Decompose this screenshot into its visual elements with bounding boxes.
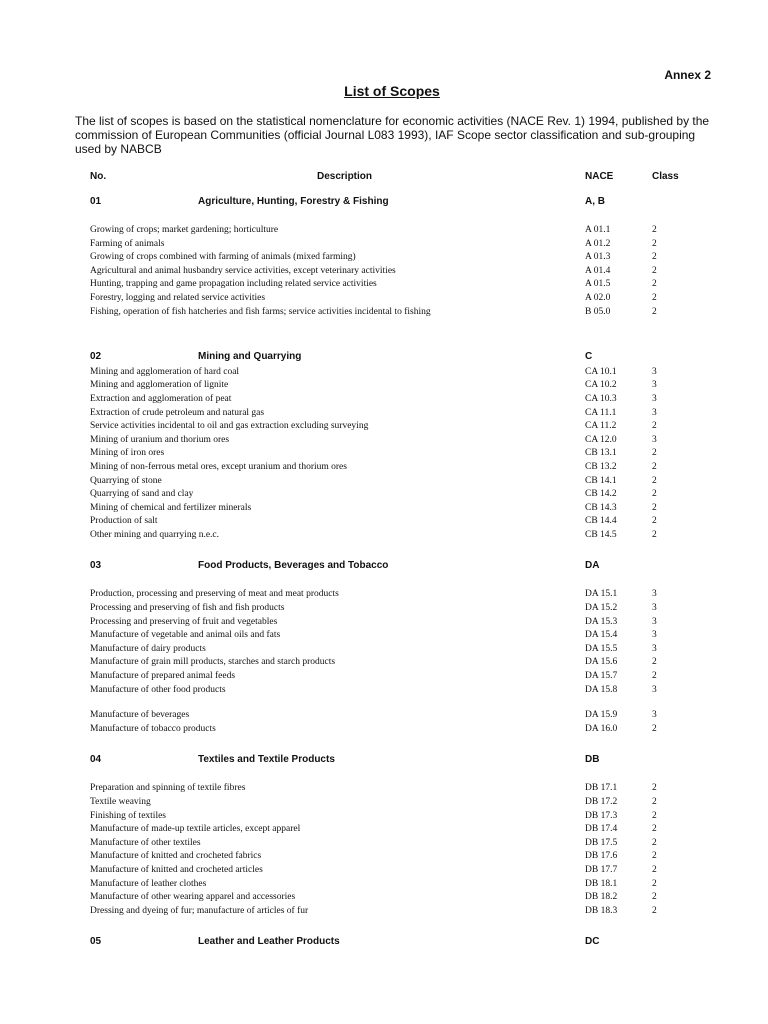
row-description: Manufacture of beverages	[90, 710, 190, 721]
row-class: 2	[652, 252, 657, 263]
row-class: 2	[652, 421, 657, 432]
section-nace-code: DC	[585, 936, 600, 948]
table-row	[0, 515, 768, 529]
row-nace: DA 15.7	[585, 671, 618, 682]
section-nace-code: DB	[585, 754, 600, 766]
row-class: 2	[652, 810, 657, 821]
row-description: Manufacture of other textiles	[90, 837, 201, 848]
scope-section	[0, 196, 768, 333]
header-no: No.	[90, 171, 107, 182]
row-class: 2	[652, 892, 657, 903]
row-description: Dressing and dyeing of fur; manufacture of articles of fur	[90, 905, 309, 916]
section-header	[0, 936, 768, 950]
table-row	[0, 488, 768, 502]
table-row	[0, 684, 768, 698]
row-description: Manufacture of made-up textile articles, except apparel	[90, 824, 301, 835]
row-nace: DB 17.1	[585, 783, 618, 794]
scope-section	[0, 754, 768, 918]
row-description: Farming of animals	[90, 238, 165, 249]
row-description: Manufacture of other wearing apparel and accessories	[90, 892, 296, 903]
table-row	[0, 407, 768, 421]
table-row	[0, 379, 768, 393]
scope-section	[0, 351, 768, 543]
row-nace: CA 11.1	[585, 407, 617, 418]
row-nace: DB 17.2	[585, 797, 618, 807]
row-class: 2	[652, 837, 657, 848]
row-nace: A 01.2	[585, 238, 611, 249]
row-nace: DA 15.9	[585, 710, 618, 721]
row-class: 2	[652, 238, 657, 249]
table-row	[0, 306, 768, 333]
row-class: 2	[652, 783, 657, 794]
row-nace: CB 14.2	[585, 489, 617, 500]
row-description: Extraction of crude petroleum and natural gas	[90, 407, 265, 418]
section-title: Agriculture, Hunting, Forestry & Fishing	[198, 196, 389, 207]
row-description: Preparation and spinning of textile fibres	[90, 783, 246, 794]
row-class: 2	[652, 723, 657, 734]
row-description: Quarrying of sand and clay	[90, 489, 194, 500]
row-nace: DB 17.7	[585, 864, 618, 875]
row-nace: DA 15.2	[585, 603, 618, 614]
row-description: Mining of iron ores	[90, 448, 165, 459]
row-class: 2	[652, 475, 657, 486]
row-nace: DB 17.5	[585, 837, 618, 848]
row-description: Manufacture of knitted and crocheted articles	[90, 864, 263, 875]
table-row	[0, 723, 768, 737]
row-nace: DA 15.6	[585, 657, 618, 668]
section-nace-code: A, B	[585, 196, 605, 207]
row-class: 2	[652, 878, 657, 889]
table-row	[0, 588, 768, 602]
table-row	[0, 837, 768, 851]
row-nace: CB 14.4	[585, 516, 617, 527]
section-nace-code: C	[585, 350, 593, 362]
row-nace: DB 17.4	[585, 824, 618, 835]
table-row	[0, 447, 768, 461]
table-row	[0, 823, 768, 837]
section-header	[0, 351, 768, 365]
row-class: 3	[652, 380, 657, 391]
row-nace: CA 10.3	[585, 393, 617, 404]
table-row	[0, 602, 768, 616]
table-row	[0, 782, 768, 796]
row-nace: CB 14.5	[585, 529, 617, 540]
row-nace: DA 15.8	[585, 684, 618, 695]
row-description: Manufacture of tobacco products	[90, 723, 216, 734]
row-description: Mining of chemical and fertilizer minerals	[90, 502, 252, 513]
table-row	[0, 629, 768, 643]
row-nace: DA 15.4	[585, 630, 618, 641]
row-nace: A 01.5	[585, 279, 611, 290]
row-nace: CA 10.1	[585, 366, 617, 377]
row-nace: CA 11.2	[585, 421, 617, 432]
row-description: Other mining and quarrying n.e.c.	[90, 529, 220, 540]
section-title: Leather and Leather Products	[198, 936, 340, 948]
table-row	[0, 265, 768, 279]
row-nace: CB 13.2	[585, 461, 617, 472]
row-description: Mining of uranium and thorium ores	[90, 434, 230, 445]
row-class: 2	[652, 516, 657, 527]
table-row	[0, 891, 768, 905]
header-nace: NACE	[585, 171, 614, 182]
row-description: Manufacture of knitted and crocheted fabrics	[90, 851, 262, 862]
section-number: 01	[90, 196, 102, 207]
page-title: List of Scopes	[344, 83, 440, 99]
row-class: 3	[652, 393, 657, 404]
row-nace: DA 15.5	[585, 643, 618, 654]
row-nace: CA 12.0	[585, 434, 617, 445]
row-class: 2	[652, 797, 657, 807]
table-row	[0, 393, 768, 407]
row-description: Production of salt	[90, 516, 158, 527]
row-nace: B 05.0	[585, 306, 611, 317]
row-class: 3	[652, 643, 657, 654]
row-description: Hunting, trapping and game propagation including related service activities	[90, 279, 377, 290]
row-nace: A 01.1	[585, 225, 611, 235]
section-header	[0, 560, 768, 574]
section-number: 05	[90, 936, 102, 948]
row-description: Manufacture of other food products	[90, 684, 226, 695]
table-row	[0, 251, 768, 265]
row-class: 3	[652, 407, 657, 418]
row-class: 3	[652, 603, 657, 614]
row-class: 2	[652, 864, 657, 875]
row-nace: DB 18.1	[585, 878, 618, 889]
row-description: Service activities incidental to oil and gas extraction excluding surveying	[90, 421, 369, 432]
row-nace: A 01.3	[585, 252, 611, 263]
table-row	[0, 434, 768, 448]
table-row	[0, 709, 768, 723]
row-description: Extraction and agglomeration of peat	[90, 393, 232, 404]
row-description: Textile weaving	[90, 797, 151, 807]
header-description: Description	[317, 171, 373, 182]
table-row	[0, 864, 768, 878]
row-class: 2	[652, 671, 657, 682]
table-row	[0, 905, 768, 919]
row-class: 3	[652, 710, 657, 721]
row-class: 3	[652, 366, 657, 377]
table-row	[0, 643, 768, 657]
row-class: 2	[652, 489, 657, 500]
row-class: 2	[652, 279, 657, 290]
annex-label: Annex 2	[664, 68, 711, 82]
row-description: Processing and preserving of fish and fish products	[90, 603, 285, 614]
table-row	[0, 278, 768, 292]
table-row	[0, 420, 768, 434]
row-nace: DA 15.3	[585, 616, 618, 627]
row-class: 2	[652, 905, 657, 916]
row-class: 3	[652, 616, 657, 627]
scope-section	[0, 936, 768, 950]
row-class: 2	[652, 448, 657, 459]
section-number: 04	[90, 754, 102, 766]
section-title: Textiles and Textile Products	[198, 754, 335, 766]
row-description: Manufacture of leather clothes	[90, 878, 207, 889]
table-row	[0, 796, 768, 810]
row-description: Manufacture of grain mill products, starches and starch products	[90, 657, 336, 668]
section-title: Mining and Quarrying	[198, 350, 302, 362]
row-nace: DA 15.1	[585, 589, 618, 600]
row-nace: DB 18.3	[585, 905, 618, 916]
table-row	[0, 366, 768, 380]
row-description: Growing of crops; market gardening; horticulture	[90, 225, 279, 235]
row-description: Fishing, operation of fish hatcheries and fish farms; service activities incidental to fishing	[90, 306, 431, 317]
row-nace: CB 14.3	[585, 502, 617, 513]
row-description: Agricultural and animal husbandry service activities, except veterinary activities	[90, 265, 396, 276]
row-description: Finishing of textiles	[90, 810, 166, 821]
section-header	[0, 754, 768, 768]
row-class: 3	[652, 589, 657, 600]
section-title: Food Products, Beverages and Tobacco	[198, 560, 389, 572]
section-nace-code: DA	[585, 560, 600, 572]
scope-sections	[0, 196, 768, 968]
table-row	[0, 878, 768, 892]
row-nace: CA 10.2	[585, 380, 617, 391]
section-number: 03	[90, 560, 102, 572]
table-row	[0, 224, 768, 238]
table-row	[0, 810, 768, 824]
table-header	[0, 171, 768, 185]
row-description: Mining and agglomeration of lignite	[90, 380, 229, 391]
row-description: Manufacture of prepared animal feeds	[90, 671, 236, 682]
row-class: 2	[652, 502, 657, 513]
row-nace: CB 13.1	[585, 448, 617, 459]
row-nace: A 01.4	[585, 265, 611, 276]
row-description: Mining of non-ferrous metal ores, except uranium and thorium ores	[90, 461, 347, 472]
row-description: Processing and preserving of fruit and vegetables	[90, 616, 278, 627]
table-row	[0, 850, 768, 864]
row-class: 2	[652, 529, 657, 540]
section-number: 02	[90, 350, 102, 362]
table-row	[0, 616, 768, 630]
row-class: 2	[652, 824, 657, 835]
row-description: Manufacture of vegetable and animal oils and fats	[90, 630, 281, 641]
row-nace: DB 18.2	[585, 892, 618, 903]
row-class: 2	[652, 461, 657, 472]
table-row	[0, 292, 768, 306]
row-nace: DB 17.3	[585, 810, 618, 821]
row-class: 2	[652, 265, 657, 276]
row-nace: DB 17.6	[585, 851, 618, 862]
row-class: 2	[652, 292, 657, 303]
table-row	[0, 529, 768, 543]
row-description: Quarrying of stone	[90, 475, 162, 486]
table-row	[0, 656, 768, 670]
section-header	[0, 196, 768, 210]
row-description: Production, processing and preserving of meat and meat products	[90, 589, 339, 600]
row-description: Mining and agglomeration of hard coal	[90, 366, 240, 377]
row-description: Forestry, logging and related service activities	[90, 292, 266, 303]
table-row	[0, 475, 768, 489]
row-class: 2	[652, 225, 657, 235]
row-class: 3	[652, 630, 657, 641]
header-class: Class	[652, 171, 679, 182]
table-row	[0, 461, 768, 475]
row-class: 2	[652, 851, 657, 862]
row-description: Growing of crops combined with farming of animals (mixed farming)	[90, 252, 356, 263]
table-row	[0, 238, 768, 252]
scope-section	[0, 560, 768, 736]
row-nace: DA 16.0	[585, 723, 618, 734]
row-nace: A 02.0	[585, 292, 611, 303]
row-class: 2	[652, 657, 657, 668]
row-description: Manufacture of dairy products	[90, 643, 206, 654]
table-row	[0, 502, 768, 516]
row-nace: CB 14.1	[585, 475, 617, 486]
intro-paragraph: The list of scopes is based on the statistical nomenclature for economic activities (NACE Rev. 1) 1994, published by the commission of European Communities (official Journal L083 1993), IAF Scope sector classification and sub-grouping used by NABCB	[75, 114, 710, 156]
table-row	[0, 670, 768, 684]
row-class: 3	[652, 684, 657, 695]
row-class: 2	[652, 306, 657, 317]
row-class: 3	[652, 434, 657, 445]
